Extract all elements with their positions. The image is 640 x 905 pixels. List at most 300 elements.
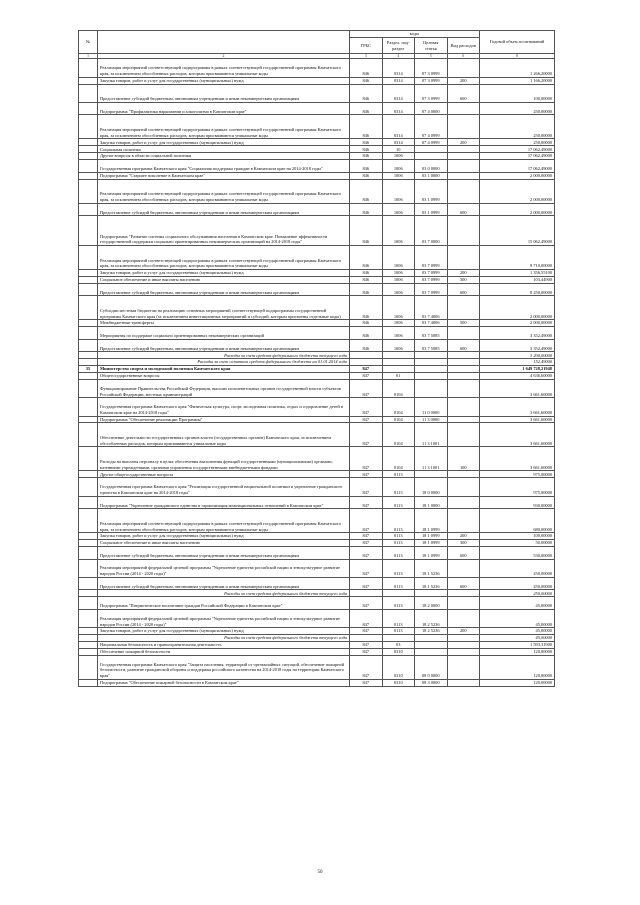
- row-kind-code: [447, 559, 480, 577]
- row-kind-code: 600: [447, 546, 480, 559]
- row-target-code: 07 4 0000: [415, 102, 448, 115]
- row-name: Предоставление субсидий бюджетным, автономным учреждениям и иным некоммерческим организациям: [98, 84, 350, 102]
- row-section-code: 1006: [382, 172, 415, 179]
- table-row: [79, 216, 555, 246]
- row-number: [79, 642, 98, 649]
- row-grbs-code: 847: [350, 416, 383, 423]
- row-kind-code: 300: [447, 276, 480, 283]
- table-row: [79, 546, 555, 559]
- row-name: Субсидии местным бюджетам на реализацию основных мероприятий соответствующей подпрограммы государственной программы Камчатского края (за исключением инвестиционных мероприятий и субсидий, которым присвоены отдельные коды): [98, 296, 350, 320]
- row-target-code: 03 7 0000: [415, 216, 448, 246]
- row-section-code: 0113: [382, 609, 415, 627]
- row-name: Закупка товаров, работ и услуг для государственных (муниципальных) нужд: [98, 77, 350, 84]
- row-name: Мероприятия по поддержке социально ориентированных некоммерческих организаций: [98, 327, 350, 340]
- page-number: 50: [317, 870, 323, 875]
- row-section-code: 0113: [382, 533, 415, 540]
- row-kind-code: [447, 648, 480, 655]
- row-amount: 975,00000: [480, 478, 555, 496]
- row-amount: 103,44900: [480, 276, 555, 283]
- row-amount: 50,00000: [480, 540, 555, 547]
- row-name: Реализация мероприятий соответствующей подпрограммы в рамках соответствующей государственной программы Камчатского края, за исключением обособленных расходов, которым присваиваются уникальные коды: [98, 59, 350, 77]
- table-row: [79, 359, 555, 366]
- row-section-code: 1006: [382, 276, 415, 283]
- row-target-code: 11 3 1001: [415, 423, 448, 447]
- index-cell: 1: [79, 54, 98, 59]
- row-amount: 120,00000: [480, 648, 555, 655]
- row-name: Реализация мероприятий соответствующей подпрограммы в рамках соответствующей государственной программы Камчатского края, за исключением обособленных расходов, которым присваиваются уникальные коды: [98, 115, 350, 139]
- row-name: Реализация мероприятий федеральной целевой программы "Укрепление единства российской нации и этнокультурное развитие народов России (2014 - 2020 годы)": [98, 559, 350, 577]
- table-row: [79, 146, 555, 153]
- row-target-code: 18 1 5236: [415, 577, 448, 590]
- row-amount: 152,49000: [480, 359, 555, 366]
- row-name: Национальная безопасность и правоохранительная деятельность: [98, 642, 350, 649]
- row-section-code: 1006: [382, 245, 415, 269]
- table-row: [79, 590, 555, 597]
- row-kind-code: [447, 423, 480, 447]
- row-kind-code: [447, 115, 480, 139]
- table-row: [79, 203, 555, 216]
- table-row: [79, 327, 555, 340]
- row-target-code: 03 7 5085: [415, 339, 448, 352]
- row-number: [79, 609, 98, 627]
- row-section-code: 01: [382, 373, 415, 380]
- row-amount: 120,00000: [480, 679, 555, 686]
- row-kind-code: [447, 478, 480, 496]
- row-amount: 3 200,00000: [480, 352, 555, 359]
- row-section-code: 0113: [382, 628, 415, 635]
- row-target-code: 18 1 5236: [415, 559, 448, 577]
- table-row: [79, 648, 555, 655]
- row-name: Межбюджетные трансферты: [98, 320, 350, 327]
- row-name: Предоставление субсидий бюджетным, автономным учреждениям и иным некоммерческим организациям: [98, 546, 350, 559]
- row-number: [79, 102, 98, 115]
- row-section-code: 1006: [382, 179, 415, 203]
- row-number: [79, 283, 98, 296]
- table-row: [79, 642, 555, 649]
- row-name: Расходы за счет средств федерального бюджета текущего года: [98, 635, 350, 642]
- row-section-code: 0314: [382, 59, 415, 77]
- row-amount: 250,00000: [480, 559, 555, 577]
- row-amount: 2 000,00000: [480, 172, 555, 179]
- row-amount: 1 356,55100: [480, 269, 555, 276]
- index-cell: 5: [415, 54, 448, 59]
- row-amount: 2 000,00000: [480, 203, 555, 216]
- table-row: [79, 296, 555, 320]
- row-section-code: 0113: [382, 540, 415, 547]
- row-number: [79, 416, 98, 423]
- row-grbs-code: 847: [350, 471, 383, 478]
- row-target-code: [415, 373, 448, 380]
- row-section-code: 0104: [382, 416, 415, 423]
- row-kind-code: [447, 327, 480, 340]
- row-name: Подпрограмма "Развитие системы социального обслуживания населения в Камчатском крае. Повышение эффективности государственной поддержки социально ориентированных некоммерческих организаций на 2014-2018 годы": [98, 216, 350, 246]
- table-row: [79, 115, 555, 139]
- row-number: [79, 339, 98, 352]
- table-row: [79, 320, 555, 327]
- row-section-code: 0314: [382, 77, 415, 84]
- row-amount: 2 000,00000: [480, 179, 555, 203]
- row-grbs-code: 846: [350, 216, 383, 246]
- row-number: [79, 296, 98, 320]
- row-grbs-code: 847: [350, 559, 383, 577]
- row-name: Предоставление субсидий бюджетным, автономным учреждениям и иным некоммерческим организациям: [98, 203, 350, 216]
- row-amount: 100,00000: [480, 84, 555, 102]
- row-name: Расходы за счет средств федерального бюджета текущего года: [98, 590, 350, 597]
- row-amount: 3 661,60000: [480, 416, 555, 423]
- row-name: Закупка товаров, работ и услуг для государственных (муниципальных) нужд: [98, 533, 350, 540]
- row-grbs-code: 847: [350, 423, 383, 447]
- row-kind-code: [447, 352, 480, 359]
- row-number: [79, 84, 98, 102]
- row-number: [79, 146, 98, 153]
- row-grbs-code: 847: [350, 496, 383, 509]
- table-row: [79, 597, 555, 610]
- row-target-code: [415, 379, 448, 397]
- row-number: [79, 276, 98, 283]
- row-target-code: 08 3 0000: [415, 679, 448, 686]
- row-name: Министерство спорта и молодежной политики Камчатского края: [98, 366, 350, 373]
- row-target-code: 07 3 0999: [415, 84, 448, 102]
- row-name: Расходы за счет средств федерального бюджета текущего года: [98, 352, 350, 359]
- budget-table: [78, 30, 555, 687]
- row-amount: 930,00000: [480, 496, 555, 509]
- row-target-code: [415, 648, 448, 655]
- row-number: [79, 216, 98, 246]
- row-kind-code: [447, 379, 480, 397]
- row-grbs-code: 847: [350, 398, 383, 416]
- row-name: Подпрограмма "Укрепление гражданского единства и гармонизация межнациональных отношений в Камчатском крае": [98, 496, 350, 509]
- row-target-code: 11 3 0000: [415, 416, 448, 423]
- row-name: Подпрограмма "Обеспечение пожарной безопасности в Камчатском крае": [98, 679, 350, 686]
- table-row: [79, 559, 555, 577]
- row-kind-code: [447, 679, 480, 686]
- row-target-code: 03 7 4006: [415, 296, 448, 320]
- row-amount: 3 661,60000: [480, 447, 555, 471]
- header-section: Раздел, под-раздел: [382, 38, 415, 54]
- row-number: [79, 577, 98, 590]
- row-target-code: [415, 153, 448, 160]
- row-section-code: 0104: [382, 423, 415, 447]
- row-number: [79, 648, 98, 655]
- row-name: Расходы на выплаты персоналу в целях обеспечения выполнения функций государственными (муниципальными) органами, казенными учреждениями, органами управления государственными внебюджетными фондами: [98, 447, 350, 471]
- row-grbs-code: 847: [350, 577, 383, 590]
- row-kind-code: [447, 59, 480, 77]
- table-row: [79, 447, 555, 471]
- row-number: [79, 269, 98, 276]
- row-kind-code: 200: [447, 269, 480, 276]
- row-section-code: 0113: [382, 546, 415, 559]
- row-target-code: 03 7 5085: [415, 327, 448, 340]
- row-target-code: 18 1 0999: [415, 533, 448, 540]
- row-name: Функционирование Правительства Российской Федерации, высших исполнительных органов государственной власти субъектов Российской Федерации, местных администраций: [98, 379, 350, 397]
- row-kind-code: [447, 160, 480, 173]
- row-kind-code: 600: [447, 577, 480, 590]
- row-number: [79, 478, 98, 496]
- row-section-code: 0104: [382, 398, 415, 416]
- row-target-code: 18 0 0000: [415, 478, 448, 496]
- budget-table-body: [79, 59, 555, 686]
- row-number: [79, 590, 98, 597]
- row-grbs-code: 846: [350, 283, 383, 296]
- row-name: Общегосударственные вопросы: [98, 373, 350, 380]
- row-amount: 975,00000: [480, 471, 555, 478]
- header-codes: коды: [350, 31, 480, 38]
- row-target-code: 07 3 0999: [415, 77, 448, 84]
- row-grbs-code: 847: [350, 447, 383, 471]
- row-amount: 250,00000: [480, 139, 555, 146]
- row-kind-code: 200: [447, 533, 480, 540]
- row-amount: 17 062,49000: [480, 160, 555, 173]
- row-amount: 8 250,00000: [480, 283, 555, 296]
- row-name: Расходы за счет остатков средств федерального бюджета на 01.01.2014 года: [98, 359, 350, 366]
- row-number: [79, 423, 98, 447]
- row-number: [79, 509, 98, 533]
- table-row: [79, 416, 555, 423]
- row-section-code: 0310: [382, 648, 415, 655]
- row-section-code: 0314: [382, 102, 415, 115]
- table-row: [79, 160, 555, 173]
- row-kind-code: [447, 153, 480, 160]
- row-target-code: [415, 146, 448, 153]
- header-name: [98, 31, 350, 54]
- row-target-code: [415, 635, 448, 642]
- row-amount: 530,00000: [480, 546, 555, 559]
- row-kind-code: [447, 179, 480, 203]
- row-grbs-code: 847: [350, 478, 383, 496]
- row-target-code: 03 0 0000: [415, 160, 448, 173]
- row-number: 35: [79, 366, 98, 373]
- row-name: Государственная программа Камчатского края "Социальная поддержка граждан в Камчатском крае на 2014-2018 годы": [98, 160, 350, 173]
- row-amount: 1 649 728,21948: [480, 366, 555, 373]
- row-grbs-code: 846: [350, 115, 383, 139]
- row-number: [79, 203, 98, 216]
- row-target-code: 18 2 0000: [415, 597, 448, 610]
- row-kind-code: [447, 642, 480, 649]
- row-name: Обеспечение деятельности государственных органов власти (государственных органов) Камчатского края, за исключением обособленных расходов, которым присваиваются уникальные коды: [98, 423, 350, 447]
- row-grbs-code: [350, 590, 383, 597]
- table-row: [79, 59, 555, 77]
- table-row: [79, 269, 555, 276]
- row-section-code: 0113: [382, 597, 415, 610]
- row-number: [79, 635, 98, 642]
- row-grbs-code: 847: [350, 655, 383, 679]
- row-amount: 1 166,20000: [480, 77, 555, 84]
- row-section-code: [382, 635, 415, 642]
- row-kind-code: 200: [447, 139, 480, 146]
- row-amount: 250,00000: [480, 577, 555, 590]
- row-kind-code: [447, 172, 480, 179]
- row-section-code: 0113: [382, 478, 415, 496]
- budget-table-container: [78, 30, 555, 687]
- row-section-code: 0310: [382, 655, 415, 679]
- row-target-code: 03 7 0999: [415, 283, 448, 296]
- row-grbs-code: 846: [350, 153, 383, 160]
- row-number: [79, 59, 98, 77]
- row-target-code: 18 1 0000: [415, 496, 448, 509]
- row-target-code: 18 2 5236: [415, 628, 448, 635]
- row-section-code: 0104: [382, 447, 415, 471]
- table-row: [79, 339, 555, 352]
- header-grbs: ГРБС: [350, 38, 383, 54]
- row-target-code: 08 0 0000: [415, 655, 448, 679]
- row-section-code: 0113: [382, 509, 415, 533]
- row-grbs-code: 846: [350, 327, 383, 340]
- row-target-code: [415, 642, 448, 649]
- row-name: Обеспечение пожарной безопасности: [98, 648, 350, 655]
- row-grbs-code: 846: [350, 296, 383, 320]
- row-target-code: 07 4 0999: [415, 115, 448, 139]
- row-grbs-code: 847: [350, 597, 383, 610]
- row-name: Социальная политика: [98, 146, 350, 153]
- row-kind-code: [447, 590, 480, 597]
- row-number: [79, 679, 98, 686]
- row-target-code: 03 7 0999: [415, 269, 448, 276]
- row-number: [79, 77, 98, 84]
- row-section-code: 0314: [382, 115, 415, 139]
- row-amount: 120,00000: [480, 655, 555, 679]
- row-name: Реализация мероприятий федеральной целевой программы "Укрепление единства российской нации и этнокультурное развитие народов России (2014 - 2020 годы)": [98, 609, 350, 627]
- row-number: [79, 172, 98, 179]
- row-kind-code: [447, 216, 480, 246]
- row-number: [79, 540, 98, 547]
- row-number: [79, 628, 98, 635]
- row-name: Предоставление субсидий бюджетным, автономным учреждениям и иным некоммерческим организациям: [98, 339, 350, 352]
- row-amount: 3 352,49000: [480, 339, 555, 352]
- row-name: Предоставление субсидий бюджетным, автономным учреждениям и иным некоммерческим организациям: [98, 283, 350, 296]
- row-kind-code: 300: [447, 540, 480, 547]
- row-name: Закупка товаров, работ и услуг для государственных (муниципальных) нужд: [98, 269, 350, 276]
- row-name: Социальное обеспечение и иные выплаты населению: [98, 540, 350, 547]
- row-target-code: 18 1 0999: [415, 509, 448, 533]
- row-target-code: 03 1 0999: [415, 179, 448, 203]
- row-kind-code: [447, 509, 480, 533]
- row-section-code: 0113: [382, 559, 415, 577]
- table-row: [79, 478, 555, 496]
- row-grbs-code: 846: [350, 139, 383, 146]
- row-amount: 9 710,00000: [480, 245, 555, 269]
- row-section-code: [382, 366, 415, 373]
- table-row: [79, 172, 555, 179]
- row-section-code: 1006: [382, 153, 415, 160]
- row-name: Другие вопросы в области социальной политики: [98, 153, 350, 160]
- table-row: [79, 628, 555, 635]
- row-grbs-code: 847: [350, 373, 383, 380]
- row-target-code: 18 1 0999: [415, 546, 448, 559]
- row-target-code: 03 7 0999: [415, 245, 448, 269]
- row-grbs-code: 847: [350, 642, 383, 649]
- row-section-code: 1006: [382, 339, 415, 352]
- row-kind-code: [447, 245, 480, 269]
- row-section-code: 0113: [382, 471, 415, 478]
- row-name: Реализация мероприятий соответствующей подпрограммы в рамках соответствующей государственной программы Камчатского края, за исключением обособленных расходов, которым присваиваются уникальные коды: [98, 509, 350, 533]
- row-target-code: 07 3 0999: [415, 59, 448, 77]
- row-target-code: 07 4 0999: [415, 139, 448, 146]
- header-num: №: [79, 31, 98, 54]
- row-target-code: 18 2 5236: [415, 609, 448, 627]
- row-kind-code: [447, 655, 480, 679]
- row-number: [79, 179, 98, 203]
- row-grbs-code: 847: [350, 648, 383, 655]
- row-number: [79, 546, 98, 559]
- row-grbs-code: 846: [350, 59, 383, 77]
- row-section-code: 1006: [382, 216, 415, 246]
- row-kind-code: 100: [447, 447, 480, 471]
- row-section-code: 0314: [382, 139, 415, 146]
- row-grbs-code: 846: [350, 172, 383, 179]
- row-amount: 3 661,60000: [480, 423, 555, 447]
- row-name: Реализация мероприятий соответствующей подпрограммы в рамках соответствующей государственной программы Камчатского края, за исключением обособленных расходов, которым присваиваются уникальные коды: [98, 179, 350, 203]
- row-section-code: [382, 359, 415, 366]
- row-kind-code: 500: [447, 320, 480, 327]
- row-amount: 1 266,20000: [480, 59, 555, 77]
- row-grbs-code: 847: [350, 366, 383, 373]
- table-row: [79, 509, 555, 533]
- row-kind-code: [447, 635, 480, 642]
- row-number: [79, 533, 98, 540]
- row-section-code: 1006: [382, 283, 415, 296]
- row-section-code: [382, 352, 415, 359]
- row-grbs-code: 846: [350, 269, 383, 276]
- row-number: [79, 597, 98, 610]
- row-target-code: [415, 366, 448, 373]
- index-cell: 8: [480, 54, 555, 59]
- row-grbs-code: [350, 635, 383, 642]
- index-cell: 6: [447, 54, 480, 59]
- table-row: [79, 139, 555, 146]
- row-grbs-code: 846: [350, 179, 383, 203]
- row-name: Реализация мероприятий соответствующей подпрограммы в рамках соответствующей государственной программы Камчатского края, за исключением обособленных расходов, которым присваиваются уникальные коды: [98, 245, 350, 269]
- row-target-code: [415, 590, 448, 597]
- row-kind-code: [447, 373, 480, 380]
- row-section-code: 0310: [382, 679, 415, 686]
- row-amount: 45,00000: [480, 635, 555, 642]
- row-target-code: [415, 352, 448, 359]
- row-section-code: [382, 590, 415, 597]
- row-number: [79, 655, 98, 679]
- row-name: Подпрограмма "Старшее поколение в Камчатском крае": [98, 172, 350, 179]
- row-grbs-code: 847: [350, 540, 383, 547]
- row-kind-code: 600: [447, 283, 480, 296]
- row-number: [79, 559, 98, 577]
- table-row: [79, 352, 555, 359]
- row-section-code: 1006: [382, 327, 415, 340]
- row-number: [79, 160, 98, 173]
- row-kind-code: [447, 102, 480, 115]
- table-row: [79, 276, 555, 283]
- row-grbs-code: 846: [350, 77, 383, 84]
- row-amount: 45,00000: [480, 628, 555, 635]
- row-amount: 45,00000: [480, 609, 555, 627]
- row-target-code: 03 1 0000: [415, 172, 448, 179]
- row-number: [79, 320, 98, 327]
- row-amount: 250,00000: [480, 102, 555, 115]
- header-amount: Годовой объем ассигнований: [480, 31, 555, 54]
- row-kind-code: [447, 146, 480, 153]
- row-number: [79, 359, 98, 366]
- row-number: [79, 153, 98, 160]
- index-cell: 3: [350, 54, 383, 59]
- row-section-code: 1006: [382, 320, 415, 327]
- row-amount: 2 000,00000: [480, 296, 555, 320]
- table-row: [79, 366, 555, 373]
- index-cell: 4: [382, 54, 415, 59]
- row-name: Государственная программа Камчатского края "Физическая культура, спорт, молодежная политика, отдых и оздоровление детей в Камчатском крае на 2014-2018 годы": [98, 398, 350, 416]
- row-amount: 17 062,49000: [480, 146, 555, 153]
- table-row: [79, 245, 555, 269]
- row-kind-code: [447, 366, 480, 373]
- row-grbs-code: 847: [350, 509, 383, 533]
- table-row: [79, 577, 555, 590]
